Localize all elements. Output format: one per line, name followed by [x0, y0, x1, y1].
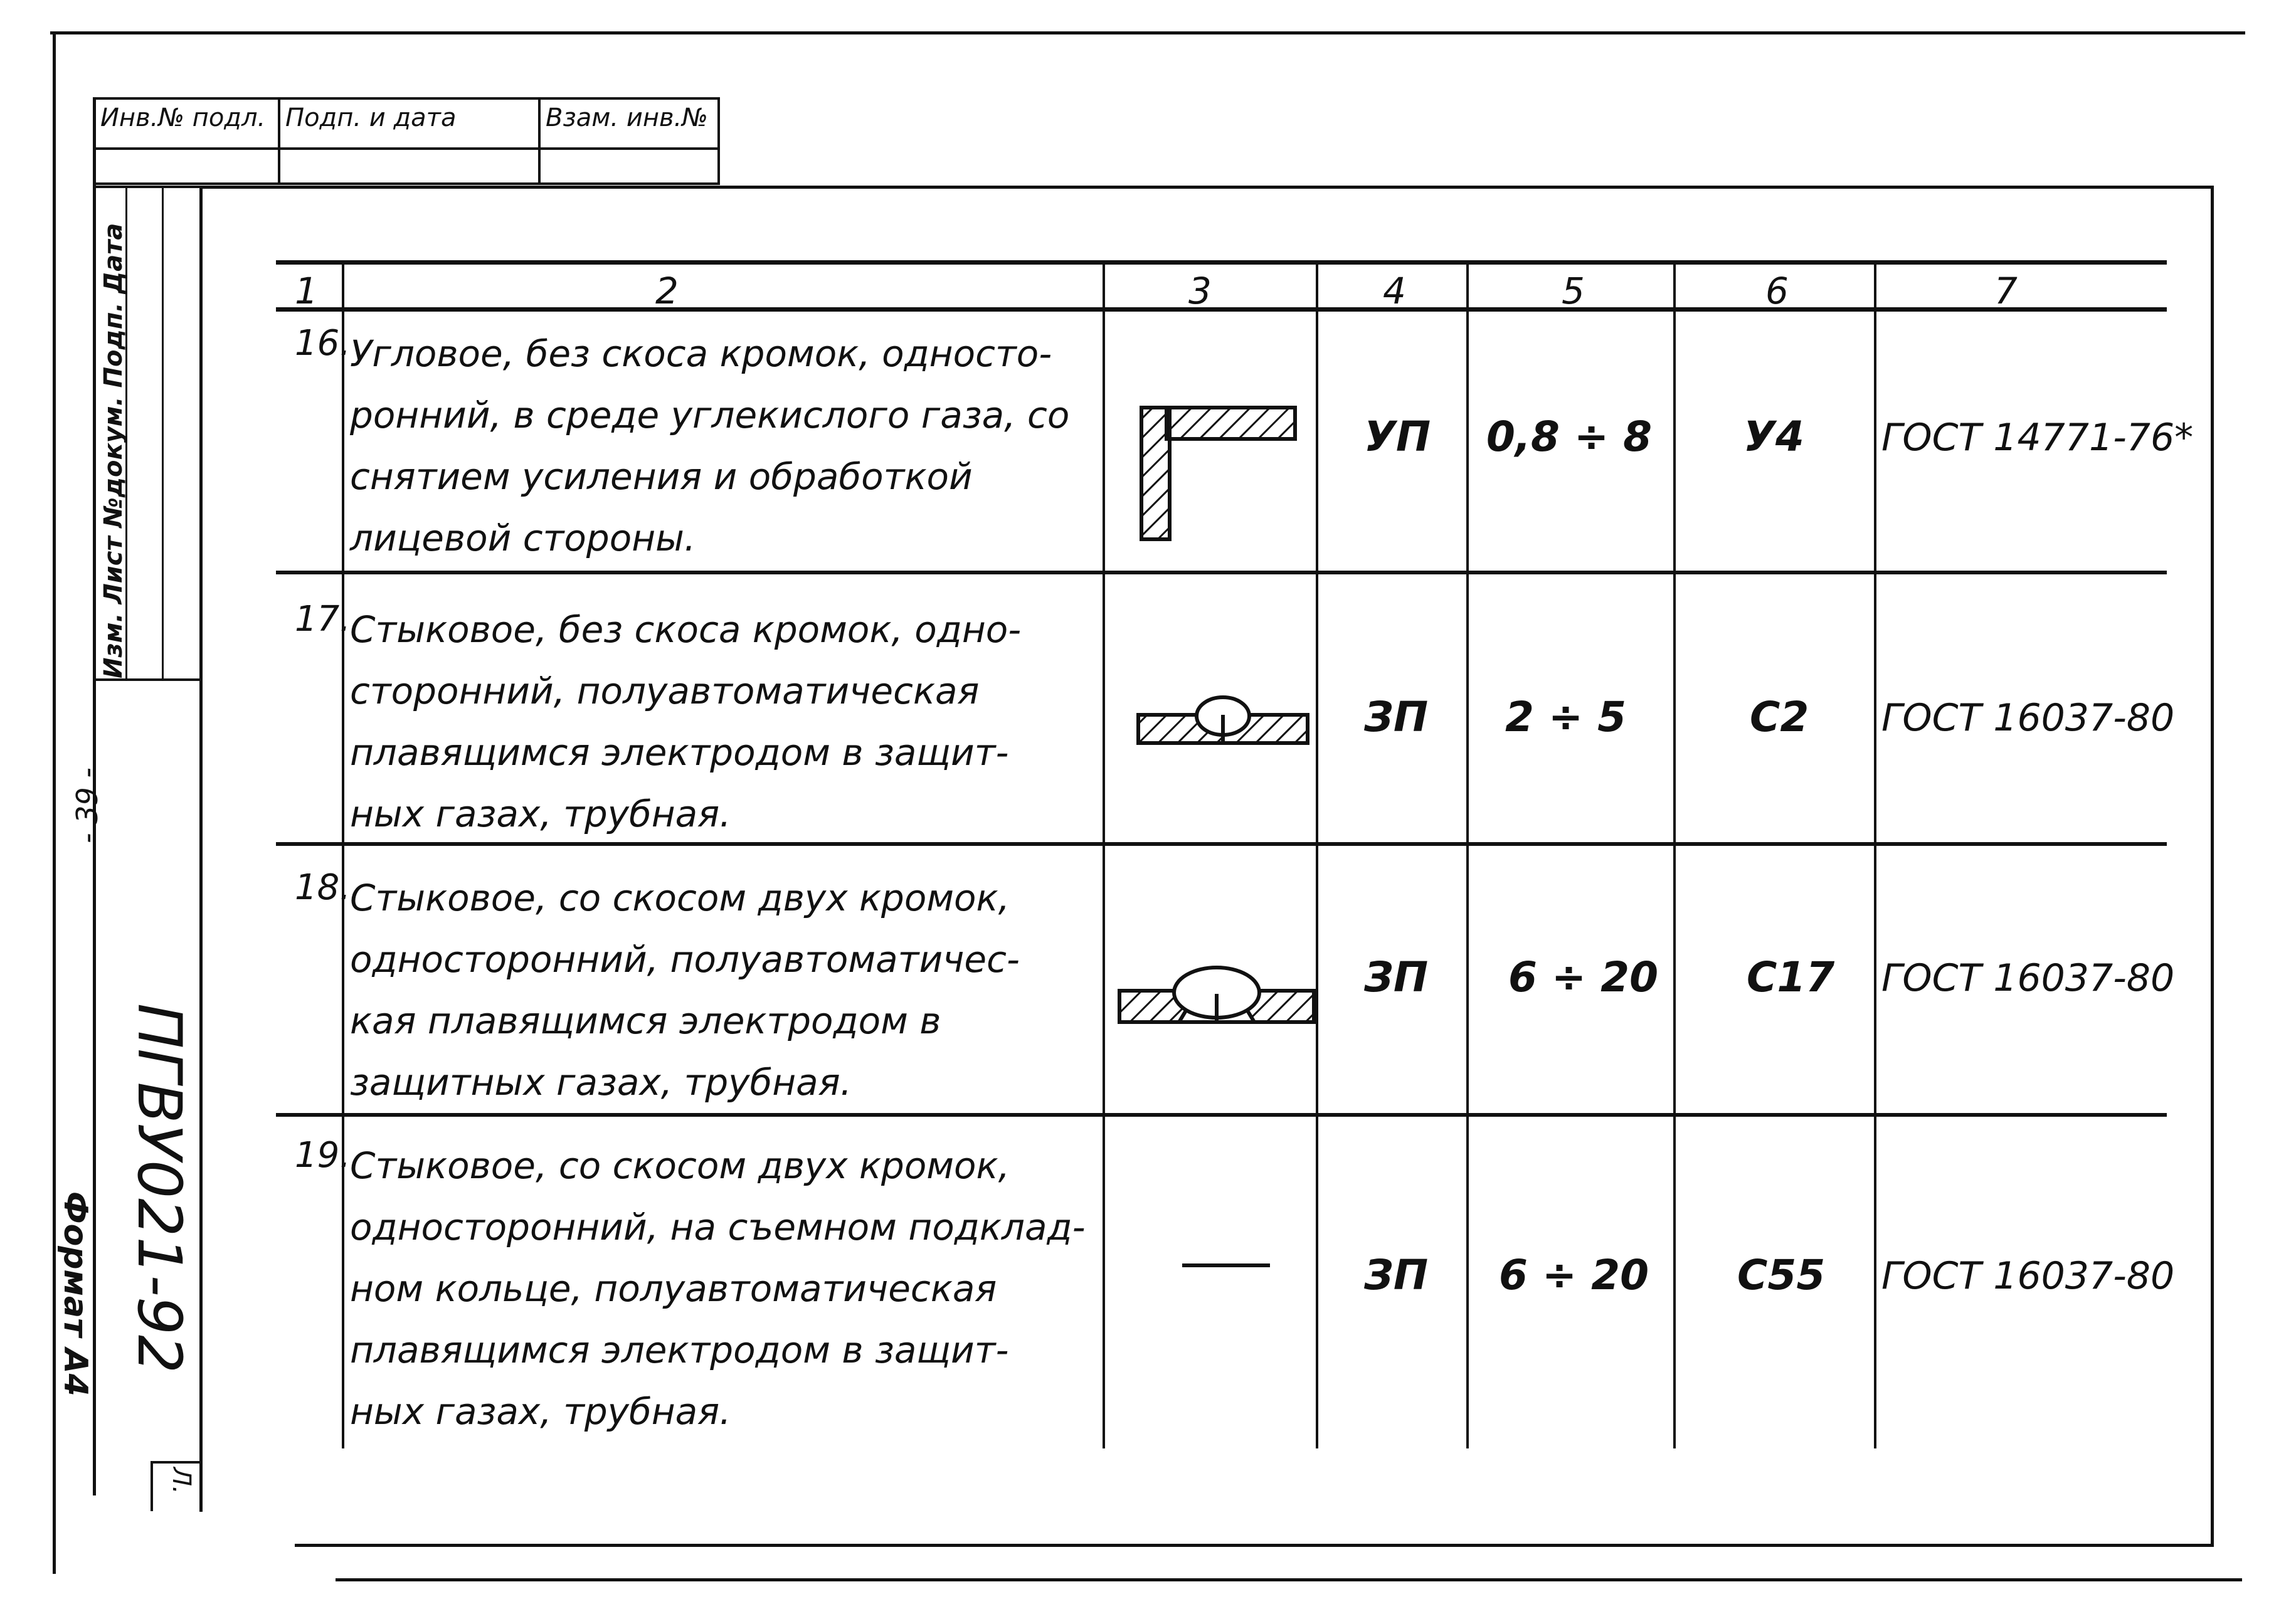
col-line-3	[1316, 260, 1318, 1448]
butt-joint-bevel-sketch	[1116, 956, 1317, 1038]
stamp-cell-inv	[93, 97, 278, 185]
row-line-1	[276, 571, 2167, 574]
row-desc-line: Угловое, без скоса кромок, односто-	[350, 332, 1052, 375]
row-number: 16.	[295, 323, 351, 364]
row-desc-line: лицевой стороны.	[350, 517, 696, 559]
standard-value: ГОСТ 16037-80	[1881, 696, 2175, 740]
row-number: 18.	[295, 867, 351, 908]
frame-left-line	[53, 31, 56, 1574]
sheet-label: Л.	[167, 1467, 196, 1494]
standard-value: ГОСТ 16037-80	[1881, 1254, 2175, 1298]
row-desc-line: снятием усиления и обработкой	[350, 455, 973, 498]
inner-frame-bottom	[295, 1544, 2214, 1547]
stamp-label-replace: Взам. инв.№	[546, 103, 708, 132]
bottom-line	[336, 1578, 2242, 1581]
designation-value: С2	[1750, 693, 1809, 741]
stamp-cell-replace	[538, 97, 720, 185]
thickness-value: 2 ÷ 5	[1505, 693, 1627, 741]
thickness-value: 6 ÷ 20	[1508, 953, 1659, 1001]
row-desc-line: плавящимся электродом в защит-	[350, 1329, 1009, 1371]
method-value: ЗП	[1364, 953, 1429, 1001]
stamp-label-inv: Инв.№ подл.	[100, 103, 266, 132]
row-desc-line: сторонний, полуавтоматическая	[350, 670, 980, 712]
stamp-cell-sign	[278, 97, 538, 185]
row-line-3	[276, 1113, 2167, 1117]
standard-value: ГОСТ 16037-80	[1881, 956, 2175, 1000]
designation-value: У4	[1743, 413, 1804, 461]
inner-frame-right	[2211, 186, 2214, 1546]
inner-frame-top	[201, 186, 2214, 189]
page-number: - 39 -	[70, 767, 104, 843]
row-desc-line: Стыковое, без скоса кромок, одно-	[350, 608, 1022, 651]
thickness-value: 6 ÷ 20	[1499, 1251, 1649, 1299]
row-desc-line: Стыковое, со скосом двух кромок,	[350, 877, 1010, 919]
col-line-5	[1673, 260, 1676, 1448]
row-desc-line: кая плавящимся электродом в	[350, 1000, 941, 1042]
frame-top-line	[50, 31, 2245, 34]
row-desc-line: односторонний, на съемном подклад-	[350, 1206, 1086, 1248]
col-line-2	[1103, 260, 1105, 1448]
method-value: ЗП	[1364, 693, 1429, 741]
header-col-2: 2	[655, 270, 679, 312]
format-label: Формат А4	[56, 1191, 94, 1396]
designation-value: С55	[1737, 1251, 1826, 1299]
header-col-6: 6	[1765, 270, 1789, 312]
corner-joint-sketch	[1138, 401, 1301, 542]
change-header-text: Изм. Лист №докум. Подп. Дата	[99, 223, 128, 678]
header-col-3: 3	[1188, 270, 1212, 312]
header-col-4: 4	[1383, 270, 1406, 312]
row-number: 17.	[295, 599, 351, 640]
row-desc-line: защитных газах, трубная.	[350, 1061, 852, 1104]
header-col-1: 1	[295, 270, 318, 312]
row-desc-line: ных газах, трубная.	[350, 1390, 731, 1433]
col-line-4	[1466, 260, 1469, 1448]
table-header	[276, 260, 2167, 312]
row-number: 19.	[295, 1135, 351, 1176]
row-desc-line: Стыковое, со скосом двух кромок,	[350, 1144, 1010, 1187]
row-desc-line: плавящимся электродом в защит-	[350, 731, 1009, 774]
stamp-block	[93, 97, 720, 185]
row-desc-line: ном кольце, полуавтоматическая	[350, 1267, 997, 1310]
stamp-label-sign: Подп. и дата	[285, 103, 457, 132]
row-desc-line: ронний, в среде углекислого газа, со	[350, 394, 1070, 436]
thickness-value: 0,8 ÷ 8	[1486, 413, 1653, 461]
method-value: УП	[1364, 413, 1431, 461]
col-line-6	[1874, 260, 1876, 1448]
row-desc-line: односторонний, полуавтоматичес-	[350, 938, 1020, 981]
designation-value: С17	[1747, 953, 1835, 1001]
document-code: ПГВУ021-92	[124, 1003, 194, 1374]
row-desc-line: ных газах, трубная.	[350, 793, 731, 835]
method-value: ЗП	[1364, 1251, 1429, 1299]
col-line-1	[342, 260, 344, 1448]
header-col-5: 5	[1562, 270, 1585, 312]
header-col-7: 7	[1994, 270, 2018, 312]
dash-sketch	[1182, 1263, 1270, 1267]
standard-value: ГОСТ 14771-76*	[1881, 416, 2194, 460]
butt-joint-square-sketch	[1135, 687, 1311, 756]
